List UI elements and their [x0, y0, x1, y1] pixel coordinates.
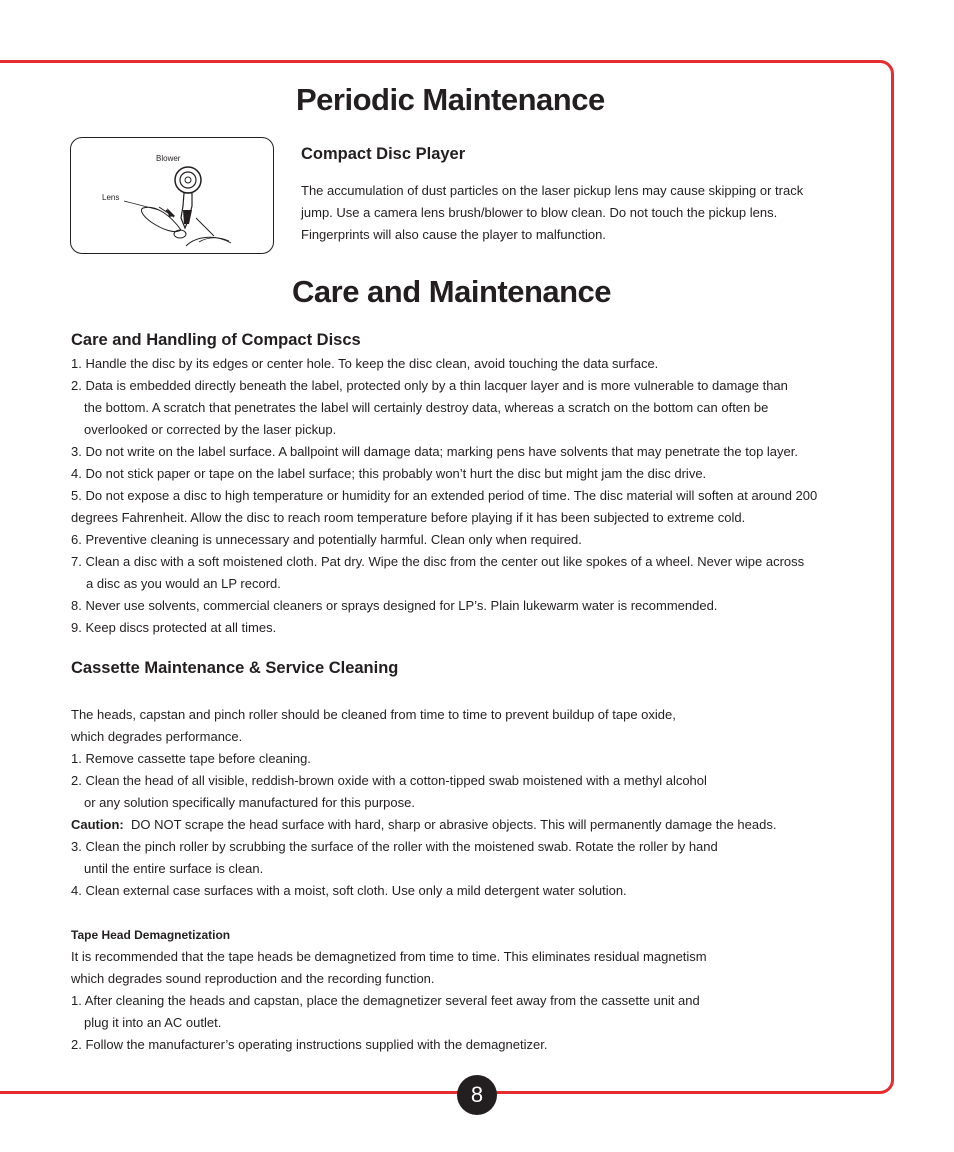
list-item: 2. Data is embedded directly beneath the label, protected only by a thin lacquer layer and is more vulnerable to damage than — [71, 378, 788, 393]
cd-player-heading: Compact Disc Player — [301, 145, 466, 163]
list-item: 7. Clean a disc with a soft moistened cloth. Pat dry. Wipe the disc from the center out like spokes of a wheel. Never wipe across — [71, 554, 805, 569]
text-line: Fingerprints will also cause the player to malfunction. — [301, 227, 606, 242]
lens-blower-illustration — [70, 137, 274, 254]
list-item: 8. Never use solvents, commercial cleaners or sprays designed for LP’s. Plain lukewarm water is recommended. — [71, 598, 718, 613]
cassette-text — [71, 704, 776, 902]
list-item: 3. Clean the pinch roller by scrubbing the surface of the roller with the moistened swab. Rotate the roller by hand — [71, 839, 718, 854]
care-maintenance-title: Care and Maintenance — [292, 274, 612, 309]
text-line: The heads, capstan and pinch roller should be cleaned from time to time to prevent buildup of tape oxide, — [71, 707, 676, 722]
list-item-continuation: degrees Fahrenheit. Allow the disc to reach room temperature before playing if it has been subjected to extreme cold. — [71, 510, 746, 525]
text-line: The accumulation of dust particles on the laser pickup lens may cause skipping or track — [301, 183, 804, 198]
list-item: 1. Remove cassette tape before cleaning. — [71, 751, 311, 766]
page-number-badge: 8 — [457, 1075, 497, 1115]
text-line: which degrades sound reproduction and the recording function. — [71, 971, 435, 986]
text-line: which degrades performance. — [71, 729, 243, 744]
list-item: 1. Handle the disc by its edges or center hole. To keep the disc clean, avoid touching the data surface. — [71, 356, 659, 371]
list-item-continuation: plug it into an AC outlet. — [84, 1015, 222, 1030]
lens-label: Lens — [102, 193, 120, 202]
blower-label: Blower — [156, 154, 181, 163]
demagnetization-section — [71, 924, 707, 1056]
list-item: 1. After cleaning the heads and capstan, place the demagnetizer several feet away from the cassette unit and — [71, 993, 700, 1008]
demagnetization-heading: Tape Head Demagnetization — [71, 928, 231, 942]
disc-handling-list — [71, 353, 817, 639]
caution-label: Caution: — [71, 817, 124, 832]
list-item: 2. Clean the head of all visible, reddish-brown oxide with a cotton-tipped swab moistened with a methyl alcohol — [71, 773, 707, 788]
list-item-continuation: a disc as you would an LP record. — [86, 576, 281, 591]
text-line: jump. Use a camera lens brush/blower to blow clean. Do not touch the pickup lens. — [301, 205, 778, 220]
list-item: 5. Do not expose a disc to high temperature or humidity for an extended period of time. The disc material will soften at around 200 — [71, 488, 818, 503]
cassette-heading: Cassette Maintenance & Service Cleaning — [71, 659, 399, 677]
periodic-maintenance-title: Periodic Maintenance — [296, 82, 605, 117]
disc-handling-heading: Care and Handling of Compact Discs — [71, 331, 361, 349]
list-item: 4. Clean external case surfaces with a moist, soft cloth. Use only a mild detergent water solution. — [71, 883, 627, 898]
caution-text: DO NOT scrape the head surface with hard, sharp or abrasive objects. This will permanently damage the heads. — [130, 817, 777, 832]
list-item-continuation: the bottom. A scratch that penetrates the label will certainly destroy data, whereas a scratch on the bottom can often be — [84, 400, 769, 415]
list-item: 4. Do not stick paper or tape on the label surface; this probably won’t hurt the disc but might jam the disc drive. — [71, 466, 707, 481]
list-item-continuation: until the entire surface is clean. — [84, 861, 264, 876]
cd-player-text — [301, 180, 803, 246]
list-item-continuation: overlooked or corrected by the laser pickup. — [84, 422, 337, 437]
list-item: 6. Preventive cleaning is unnecessary and potentially harmful. Clean only when required. — [71, 532, 582, 547]
caution-line — [71, 814, 776, 836]
list-item: 9. Keep discs protected at all times. — [71, 620, 277, 635]
list-item: 2. Follow the manufacturer’s operating instructions supplied with the demagnetizer. — [71, 1037, 548, 1052]
list-item-continuation: or any solution specifically manufactured for this purpose. — [84, 795, 415, 810]
list-item: 3. Do not write on the label surface. A ballpoint will damage data; marking pens have solvents that may penetrate the top layer. — [71, 444, 798, 459]
text-line: It is recommended that the tape heads be demagnetized from time to time. This eliminates residual magnetism — [71, 949, 707, 964]
